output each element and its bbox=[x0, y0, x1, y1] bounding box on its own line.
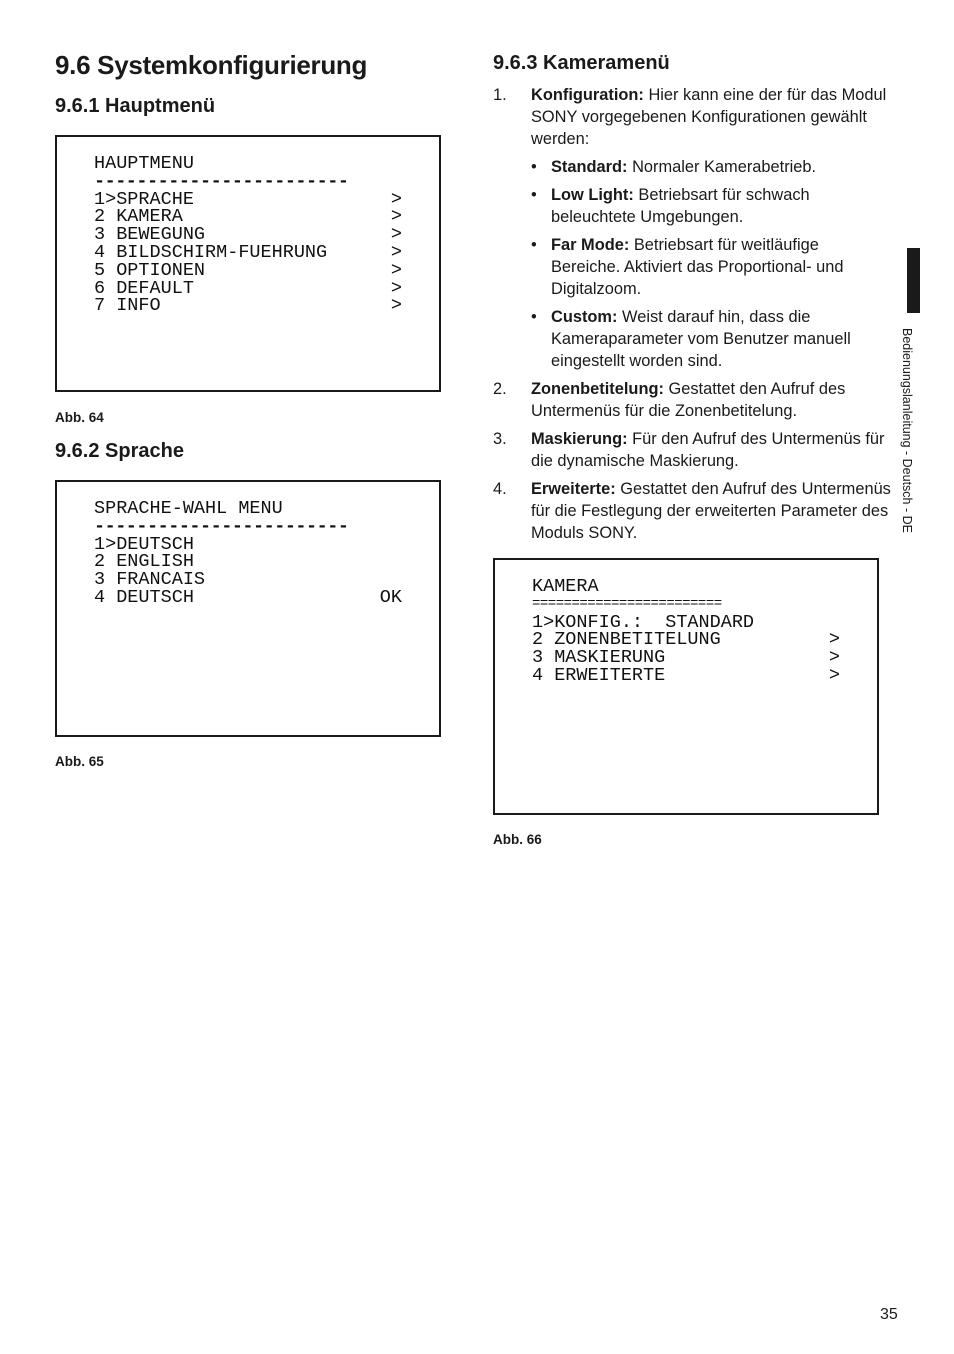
osd-kamera-screen bbox=[493, 558, 879, 815]
figure-caption-64: Abb. 64 bbox=[55, 410, 104, 425]
osd-menu-item: 4 ERWEITERTE > bbox=[532, 664, 840, 686]
osd-menu-item: 5 OPTIONEN > bbox=[94, 259, 402, 281]
side-label: Bedienungslanleitung - Deutsch - DE bbox=[900, 328, 914, 533]
figure-caption-65: Abb. 65 bbox=[55, 754, 104, 769]
osd-menu-item: 2 ZONENBETITELUNG > bbox=[532, 629, 840, 651]
osd-menu-item: 4 BILDSCHIRM-FUEHRUNG > bbox=[94, 241, 402, 263]
osd-hauptmenu-screen bbox=[55, 135, 441, 392]
osd-sprache-screen bbox=[55, 480, 441, 737]
osd-menu-item: 1>KONFIG.: STANDARD bbox=[532, 611, 755, 633]
osd-menu-item: 3 BEWEGUNG > bbox=[94, 224, 402, 246]
osd-menu-item: 4 DEUTSCH OK bbox=[94, 586, 402, 608]
osd-menu-item: 3 MASKIERUNG > bbox=[532, 647, 840, 669]
osd-menu-item: 1>SPRACHE > bbox=[94, 188, 402, 210]
osd-separator: ======================== bbox=[532, 595, 722, 612]
osd-title: KAMERA bbox=[532, 576, 599, 597]
subsection-title-sprache: 9.6.2 Sprache bbox=[55, 440, 184, 462]
osd-menu-item: 1>DEUTSCH bbox=[94, 533, 194, 555]
osd-menu-item: 7 INFO > bbox=[94, 295, 402, 317]
page-number: 35 bbox=[880, 1306, 898, 1323]
osd-menu-item: 6 DEFAULT > bbox=[94, 277, 402, 299]
osd-menu-item: 2 ENGLISH bbox=[94, 551, 194, 573]
osd-menu-item: 2 KAMERA > bbox=[94, 206, 402, 228]
osd-title: SPRACHE-WAHL MENU bbox=[94, 498, 283, 519]
osd-separator: ------------------------ bbox=[94, 170, 349, 192]
subsection-title-hauptmenu: 9.6.1 Hauptmenü bbox=[55, 95, 216, 117]
osd-menu-item: 3 FRANCAIS bbox=[94, 569, 206, 591]
osd-title: HAUPTMENU bbox=[94, 153, 194, 174]
osd-separator: ------------------------ bbox=[94, 515, 349, 537]
subsection-title-kameramenu: 9.6.3 Kameramenü bbox=[493, 52, 670, 74]
section-title: 9.6 Systemkonfigurierung bbox=[55, 50, 368, 80]
figure-caption-66: Abb. 66 bbox=[493, 832, 542, 847]
side-tab-marker bbox=[907, 248, 920, 313]
